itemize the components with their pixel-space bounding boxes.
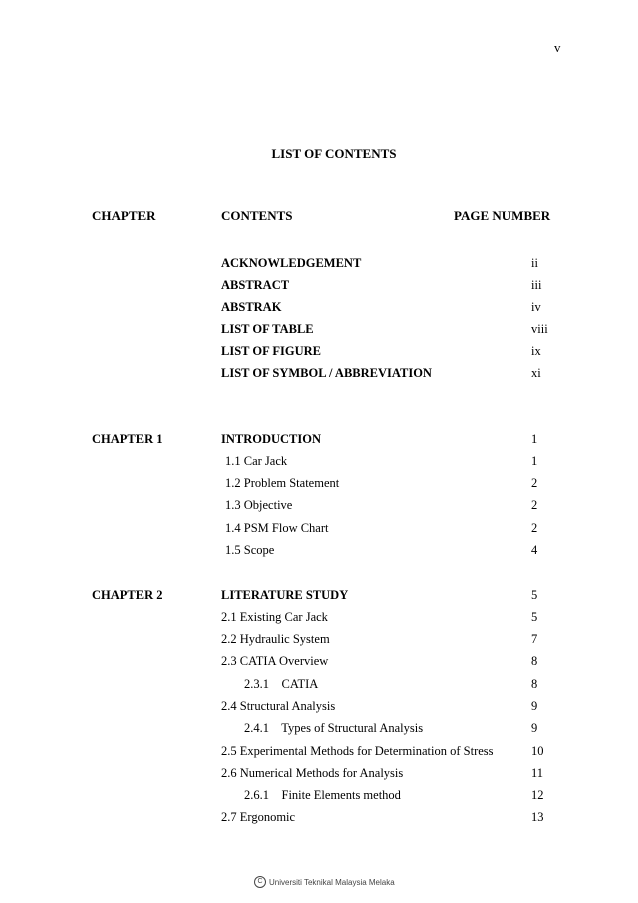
toc-row (0, 721, 638, 743)
toc-row (0, 300, 638, 322)
toc-page-number: 8 (531, 677, 538, 691)
toc-page-number: 1 (531, 454, 538, 468)
toc-row (0, 610, 638, 632)
toc-page-number: 2 (531, 476, 538, 490)
toc-row (0, 543, 638, 565)
toc-entry-title: 2.2 Hydraulic System (221, 632, 330, 646)
toc-entry-title: ACKNOWLEDGEMENT (221, 256, 362, 270)
toc-row (0, 476, 638, 498)
toc-entry-title: 2.3 CATIA Overview (221, 654, 329, 668)
toc-row (0, 744, 638, 766)
toc-row (0, 677, 638, 699)
toc-row (0, 256, 638, 278)
toc-entry-title: 2.5 Experimental Methods for Determination of Stress (221, 744, 494, 758)
toc-entry-title: 2.7 Ergonomic (221, 810, 296, 824)
toc-entry-title: ABSTRACT (221, 278, 290, 292)
toc-page-number: xi (531, 366, 541, 380)
toc-row (0, 498, 638, 520)
toc-row (0, 366, 638, 388)
page-column-header: PAGE NUMBER (454, 208, 551, 223)
toc-row (0, 344, 638, 366)
toc-page-number: 7 (531, 632, 538, 646)
toc-entry-title: LITERATURE STUDY (221, 588, 349, 602)
toc-entry-title: 1.3 Objective (225, 498, 293, 512)
footer-text: Universiti Teknikal Malaysia Melaka (269, 877, 395, 887)
toc-entry-title: LIST OF SYMBOL / ABBREVIATION (221, 366, 432, 380)
toc-row (0, 588, 638, 610)
toc-page-number: 9 (531, 699, 538, 713)
toc-entry-title: 1.4 PSM Flow Chart (225, 521, 329, 535)
toc-entry-title: 1.5 Scope (225, 543, 275, 557)
toc-entry-title: 2.3.1 CATIA (244, 677, 319, 691)
page-title: LIST OF CONTENTS (271, 146, 397, 161)
toc-page-number: 4 (531, 543, 538, 557)
toc-entry-title: 1.2 Problem Statement (225, 476, 340, 490)
toc-row (0, 521, 638, 543)
toc-entry-title: 2.1 Existing Car Jack (221, 610, 328, 624)
toc-entry-title: 2.6.1 Finite Elements method (244, 788, 401, 802)
contents-column-header: CONTENTS (221, 208, 293, 223)
toc-entry-title: 1.1 Car Jack (225, 454, 288, 468)
toc-page-number: ix (531, 344, 541, 358)
toc-entry-title: LIST OF TABLE (221, 322, 314, 336)
toc-row (0, 454, 638, 476)
toc-page-number: 8 (531, 654, 538, 668)
chapter-column-header: CHAPTER (92, 208, 156, 223)
toc-row (0, 810, 638, 832)
toc-entry-title: INTRODUCTION (221, 432, 322, 446)
toc-page-number: 12 (531, 788, 544, 802)
toc-entry-title: 2.4 Structural Analysis (221, 699, 336, 713)
toc-page-number: iv (531, 300, 541, 314)
toc-entry-title: 2.4.1 Types of Structural Analysis (244, 721, 424, 735)
toc-page-number: 5 (531, 588, 538, 602)
footer (254, 876, 395, 888)
toc-chapter-label: CHAPTER 1 (92, 432, 163, 446)
toc-page-number: ii (531, 256, 538, 270)
toc-row (0, 788, 638, 810)
toc-entry-title: 2.6 Numerical Methods for Analysis (221, 766, 404, 780)
page-number: v (554, 40, 561, 55)
toc-chapter-label: CHAPTER 2 (92, 588, 163, 602)
toc-page-number: 11 (531, 766, 544, 780)
toc-page-number: 10 (531, 744, 544, 758)
toc-entry-title: ABSTRAK (221, 300, 282, 314)
toc-page-number: iii (531, 278, 542, 292)
toc-page-number: 9 (531, 721, 538, 735)
toc-page-number: 13 (531, 810, 544, 824)
toc-page-number: 2 (531, 498, 538, 512)
toc-row (0, 432, 638, 454)
toc-row (0, 699, 638, 721)
toc-entry-title: LIST OF FIGURE (221, 344, 322, 358)
toc-page-number: 1 (531, 432, 538, 446)
toc-row (0, 278, 638, 300)
toc-row (0, 766, 638, 788)
toc-row (0, 322, 638, 344)
toc-page-number: viii (531, 322, 548, 336)
toc-page-number: 5 (531, 610, 538, 624)
toc-row (0, 632, 638, 654)
toc-row (0, 654, 638, 676)
toc-page-number: 2 (531, 521, 538, 535)
copyright-icon: C (254, 876, 266, 888)
